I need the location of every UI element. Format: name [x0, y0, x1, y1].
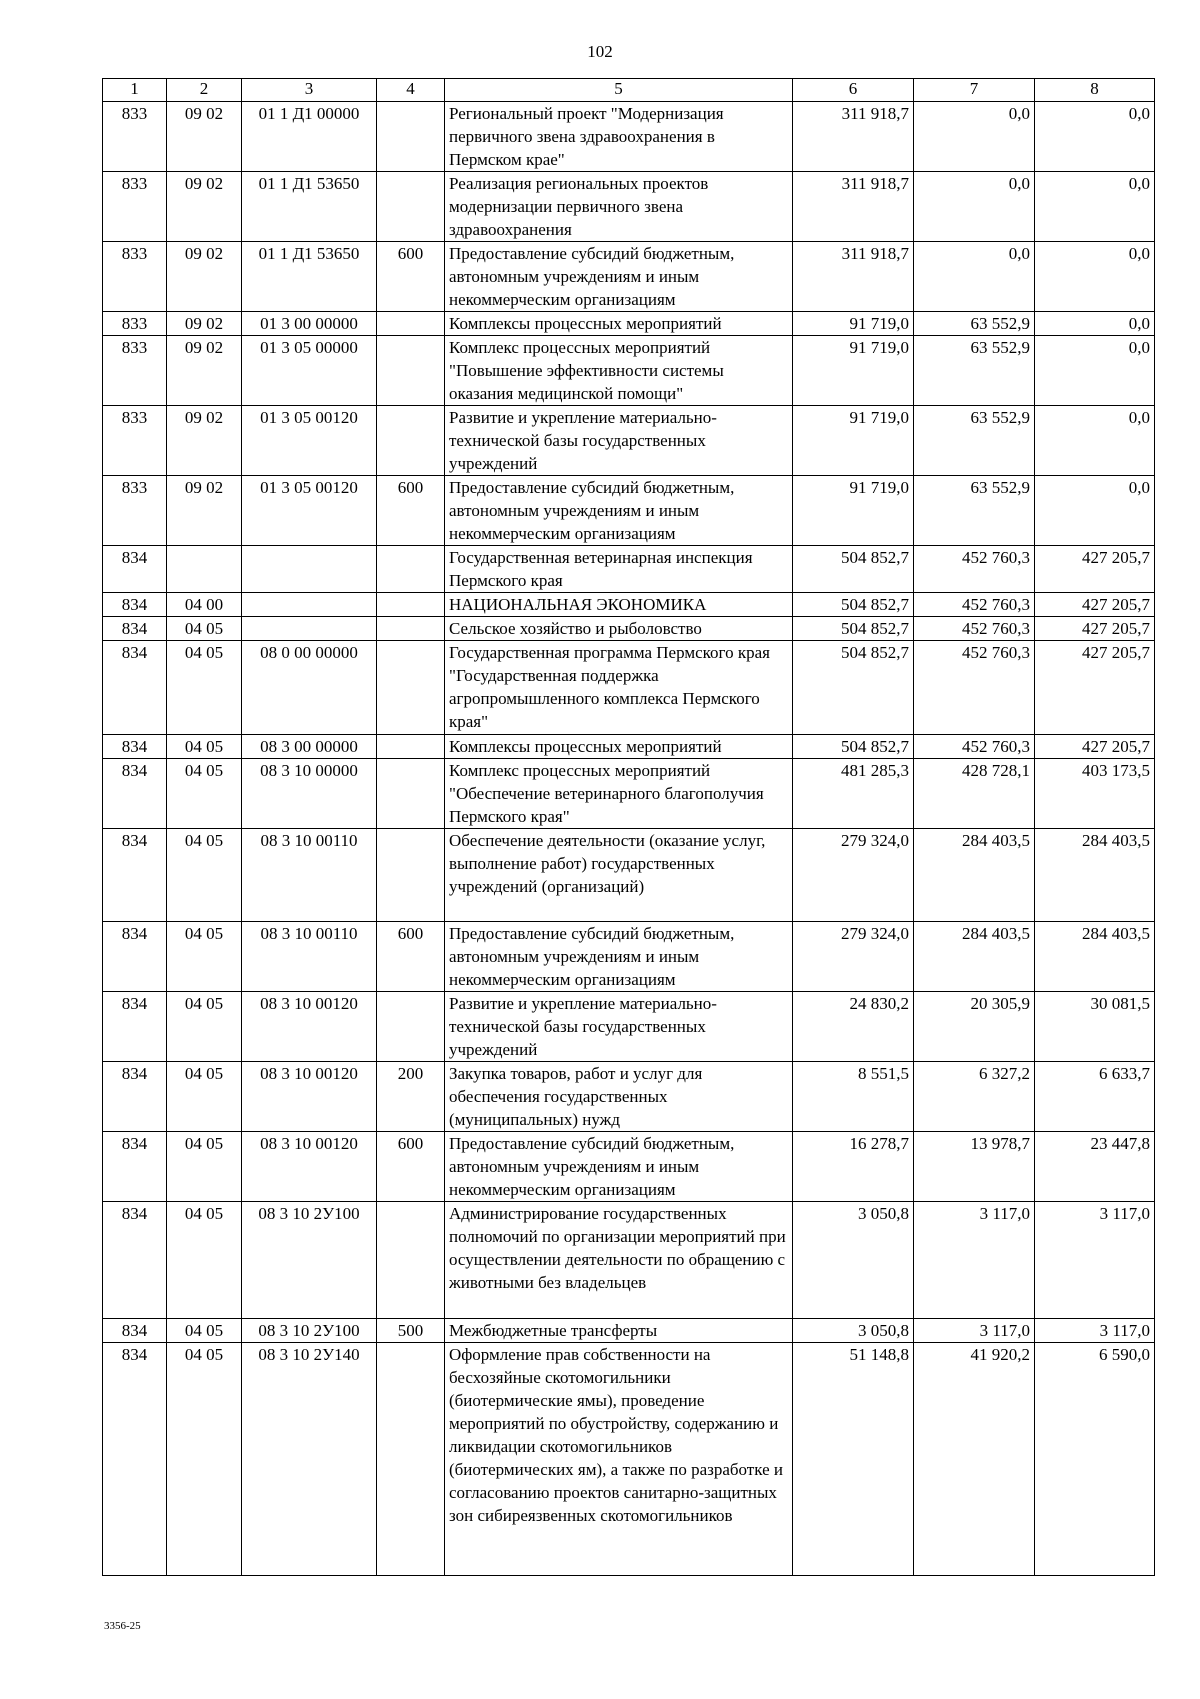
cell-amount-1: 24 830,2	[793, 992, 914, 1062]
cell-amount-1: 481 285,3	[793, 759, 914, 829]
cell-name: Администрирование государственных полномочий по организации мероприятий при осуществлении деятельности по обращению с животными без владельцев	[445, 1202, 793, 1319]
cell-target-article: 01 3 05 00000	[242, 336, 377, 406]
column-header-article: 3	[242, 79, 377, 102]
table-row	[103, 1343, 1155, 1576]
cell-target-article: 08 3 10 00000	[242, 759, 377, 829]
cell-amount-2: 63 552,9	[914, 406, 1035, 476]
cell-name: Межбюджетные трансферты	[445, 1319, 793, 1343]
cell-admin-code: 834	[103, 1062, 167, 1132]
cell-amount-1: 504 852,7	[793, 593, 914, 617]
table-row	[103, 1062, 1155, 1132]
cell-admin-code: 834	[103, 1343, 167, 1576]
cell-target-article: 01 3 05 00120	[242, 476, 377, 546]
cell-amount-2: 63 552,9	[914, 312, 1035, 336]
cell-name: Предоставление субсидий бюджетным, автономным учреждениям и иным некоммерческим организациям	[445, 922, 793, 992]
cell-name: Комплексы процессных мероприятий	[445, 735, 793, 759]
cell-name: Развитие и укрепление материально-технической базы государственных учреждений	[445, 406, 793, 476]
cell-amount-1: 279 324,0	[793, 829, 914, 922]
cell-admin-code: 834	[103, 593, 167, 617]
cell-name: Комплекс процессных мероприятий "Обеспечение ветеринарного благополучия Пермского края"	[445, 759, 793, 829]
cell-amount-3: 0,0	[1035, 312, 1155, 336]
cell-amount-2: 428 728,1	[914, 759, 1035, 829]
cell-section: 04 05	[167, 641, 242, 735]
table-row	[103, 922, 1155, 992]
cell-target-article: 08 3 10 00120	[242, 1132, 377, 1202]
table-row	[103, 312, 1155, 336]
cell-amount-1: 8 551,5	[793, 1062, 914, 1132]
cell-name: Предоставление субсидий бюджетным, автономным учреждениям и иным некоммерческим организациям	[445, 476, 793, 546]
cell-name: Сельское хозяйство и рыболовство	[445, 617, 793, 641]
budget-table	[102, 78, 1155, 1576]
cell-amount-1: 279 324,0	[793, 922, 914, 992]
cell-amount-1: 311 918,7	[793, 172, 914, 242]
cell-target-article: 01 3 00 00000	[242, 312, 377, 336]
cell-section: 09 02	[167, 172, 242, 242]
cell-target-article: 08 0 00 00000	[242, 641, 377, 735]
table-row	[103, 336, 1155, 406]
cell-name: Региональный проект "Модернизация первичного звена здравоохранения в Пермском крае"	[445, 102, 793, 172]
cell-admin-code: 834	[103, 641, 167, 735]
cell-admin-code: 834	[103, 759, 167, 829]
table-row	[103, 1132, 1155, 1202]
table-row	[103, 759, 1155, 829]
cell-section: 04 05	[167, 992, 242, 1062]
cell-expense-type	[377, 593, 445, 617]
cell-section: 04 05	[167, 1062, 242, 1132]
column-header-amount-2: 7	[914, 79, 1035, 102]
table-row	[103, 641, 1155, 735]
cell-amount-2: 0,0	[914, 102, 1035, 172]
cell-section: 04 05	[167, 829, 242, 922]
cell-amount-2: 3 117,0	[914, 1202, 1035, 1319]
cell-admin-code: 833	[103, 476, 167, 546]
cell-amount-3: 427 205,7	[1035, 546, 1155, 593]
cell-name: Предоставление субсидий бюджетным, автономным учреждениям и иным некоммерческим организациям	[445, 242, 793, 312]
cell-amount-3: 23 447,8	[1035, 1132, 1155, 1202]
cell-name: Оформление прав собственности на бесхозяйные скотомогильники (биотермические ямы), проведение мероприятий по обустройству, содержанию и ликвидации скотомогильников (биотермических ям), а также по разработке и согласованию проектов санитарно-защитных зон сибиреязвенных скотомогильников	[445, 1343, 793, 1576]
cell-amount-2: 452 760,3	[914, 735, 1035, 759]
table-body	[103, 102, 1155, 1576]
cell-name: Обеспечение деятельности (оказание услуг, выполнение работ) государственных учреждений (организаций)	[445, 829, 793, 922]
cell-admin-code: 833	[103, 172, 167, 242]
cell-expense-type	[377, 1343, 445, 1576]
cell-amount-2: 452 760,3	[914, 641, 1035, 735]
cell-expense-type	[377, 312, 445, 336]
cell-amount-2: 3 117,0	[914, 1319, 1035, 1343]
cell-amount-3: 403 173,5	[1035, 759, 1155, 829]
cell-amount-1: 91 719,0	[793, 312, 914, 336]
cell-section: 09 02	[167, 336, 242, 406]
cell-admin-code: 834	[103, 546, 167, 593]
table-row	[103, 617, 1155, 641]
cell-amount-1: 16 278,7	[793, 1132, 914, 1202]
cell-target-article: 08 3 10 2У100	[242, 1319, 377, 1343]
cell-expense-type	[377, 617, 445, 641]
cell-expense-type	[377, 992, 445, 1062]
cell-amount-1: 91 719,0	[793, 336, 914, 406]
cell-expense-type: 200	[377, 1062, 445, 1132]
cell-expense-type	[377, 102, 445, 172]
table-row	[103, 172, 1155, 242]
table-row	[103, 735, 1155, 759]
cell-section: 04 05	[167, 1319, 242, 1343]
cell-name: Предоставление субсидий бюджетным, автономным учреждениям и иным некоммерческим организациям	[445, 1132, 793, 1202]
cell-amount-1: 311 918,7	[793, 102, 914, 172]
column-header-amount-3: 8	[1035, 79, 1155, 102]
cell-name: Государственная программа Пермского края "Государственная поддержка агропромышленного комплекса Пермского края"	[445, 641, 793, 735]
table-row	[103, 1319, 1155, 1343]
cell-target-article	[242, 546, 377, 593]
cell-amount-2: 20 305,9	[914, 992, 1035, 1062]
cell-target-article: 08 3 10 00120	[242, 992, 377, 1062]
cell-expense-type: 600	[377, 922, 445, 992]
cell-expense-type	[377, 735, 445, 759]
cell-expense-type	[377, 759, 445, 829]
table-row	[103, 829, 1155, 922]
table-row	[103, 406, 1155, 476]
cell-admin-code: 833	[103, 242, 167, 312]
cell-admin-code: 833	[103, 336, 167, 406]
cell-amount-2: 6 327,2	[914, 1062, 1035, 1132]
cell-name: Комплекс процессных мероприятий "Повышение эффективности системы оказания медицинской помощи"	[445, 336, 793, 406]
cell-amount-3: 427 205,7	[1035, 593, 1155, 617]
cell-admin-code: 834	[103, 992, 167, 1062]
cell-amount-3: 0,0	[1035, 476, 1155, 546]
document-code: 3356-25	[104, 1620, 141, 1632]
table-row	[103, 102, 1155, 172]
cell-section: 04 05	[167, 759, 242, 829]
cell-amount-1: 504 852,7	[793, 617, 914, 641]
cell-amount-2: 41 920,2	[914, 1343, 1035, 1576]
cell-amount-3: 427 205,7	[1035, 617, 1155, 641]
column-header-section: 2	[167, 79, 242, 102]
table-row	[103, 593, 1155, 617]
table-row	[103, 242, 1155, 312]
cell-section: 09 02	[167, 102, 242, 172]
cell-admin-code: 834	[103, 617, 167, 641]
cell-amount-2: 452 760,3	[914, 546, 1035, 593]
cell-target-article: 08 3 00 00000	[242, 735, 377, 759]
cell-target-article: 08 3 10 00120	[242, 1062, 377, 1132]
cell-section: 09 02	[167, 406, 242, 476]
cell-section: 04 05	[167, 1343, 242, 1576]
cell-amount-3: 427 205,7	[1035, 735, 1155, 759]
table-row	[103, 992, 1155, 1062]
cell-amount-1: 91 719,0	[793, 476, 914, 546]
cell-name: НАЦИОНАЛЬНАЯ ЭКОНОМИКА	[445, 593, 793, 617]
cell-section: 09 02	[167, 312, 242, 336]
cell-admin-code: 834	[103, 1202, 167, 1319]
cell-amount-3: 6 633,7	[1035, 1062, 1155, 1132]
cell-name: Развитие и укрепление материально-технической базы государственных учреждений	[445, 992, 793, 1062]
cell-expense-type: 600	[377, 1132, 445, 1202]
cell-expense-type	[377, 336, 445, 406]
cell-section: 04 05	[167, 1202, 242, 1319]
cell-section: 04 05	[167, 922, 242, 992]
cell-target-article: 01 1 Д1 53650	[242, 172, 377, 242]
cell-amount-1: 3 050,8	[793, 1319, 914, 1343]
cell-expense-type	[377, 546, 445, 593]
cell-amount-1: 504 852,7	[793, 546, 914, 593]
cell-expense-type	[377, 406, 445, 476]
column-header-expense-type: 4	[377, 79, 445, 102]
cell-amount-2: 13 978,7	[914, 1132, 1035, 1202]
cell-expense-type	[377, 172, 445, 242]
cell-admin-code: 833	[103, 406, 167, 476]
cell-expense-type: 500	[377, 1319, 445, 1343]
cell-target-article: 01 1 Д1 00000	[242, 102, 377, 172]
cell-amount-3: 6 590,0	[1035, 1343, 1155, 1576]
cell-target-article: 08 3 10 00110	[242, 922, 377, 992]
header-row	[103, 79, 1155, 102]
cell-target-article: 08 3 10 2У100	[242, 1202, 377, 1319]
cell-amount-2: 452 760,3	[914, 617, 1035, 641]
cell-admin-code: 833	[103, 312, 167, 336]
cell-target-article: 08 3 10 00110	[242, 829, 377, 922]
cell-amount-3: 3 117,0	[1035, 1319, 1155, 1343]
cell-amount-2: 63 552,9	[914, 476, 1035, 546]
cell-section: 09 02	[167, 476, 242, 546]
cell-amount-2: 452 760,3	[914, 593, 1035, 617]
cell-target-article	[242, 593, 377, 617]
cell-amount-1: 311 918,7	[793, 242, 914, 312]
cell-admin-code: 834	[103, 1132, 167, 1202]
cell-expense-type	[377, 641, 445, 735]
table-row	[103, 546, 1155, 593]
cell-name: Закупка товаров, работ и услуг для обеспечения государственных (муниципальных) нужд	[445, 1062, 793, 1132]
cell-amount-2: 63 552,9	[914, 336, 1035, 406]
cell-admin-code: 833	[103, 102, 167, 172]
page-number: 102	[587, 42, 613, 61]
cell-admin-code: 834	[103, 735, 167, 759]
cell-target-article: 08 3 10 2У140	[242, 1343, 377, 1576]
cell-amount-3: 30 081,5	[1035, 992, 1155, 1062]
cell-expense-type: 600	[377, 476, 445, 546]
cell-expense-type	[377, 829, 445, 922]
cell-name: Государственная ветеринарная инспекция Пермского края	[445, 546, 793, 593]
column-header-admin: 1	[103, 79, 167, 102]
column-header-amount-1: 6	[793, 79, 914, 102]
cell-admin-code: 834	[103, 922, 167, 992]
cell-name: Комплексы процессных мероприятий	[445, 312, 793, 336]
cell-amount-1: 3 050,8	[793, 1202, 914, 1319]
cell-section: 04 00	[167, 593, 242, 617]
cell-admin-code: 834	[103, 1319, 167, 1343]
cell-amount-3: 3 117,0	[1035, 1202, 1155, 1319]
cell-target-article	[242, 617, 377, 641]
cell-amount-2: 0,0	[914, 172, 1035, 242]
cell-amount-3: 0,0	[1035, 102, 1155, 172]
cell-amount-3: 0,0	[1035, 172, 1155, 242]
cell-amount-3: 427 205,7	[1035, 641, 1155, 735]
cell-amount-3: 0,0	[1035, 336, 1155, 406]
cell-section: 09 02	[167, 242, 242, 312]
cell-amount-1: 51 148,8	[793, 1343, 914, 1576]
cell-amount-3: 284 403,5	[1035, 829, 1155, 922]
cell-expense-type: 600	[377, 242, 445, 312]
cell-target-article: 01 1 Д1 53650	[242, 242, 377, 312]
cell-name: Реализация региональных проектов модернизации первичного звена здравоохранения	[445, 172, 793, 242]
cell-amount-2: 284 403,5	[914, 922, 1035, 992]
cell-amount-1: 504 852,7	[793, 735, 914, 759]
column-header-name: 5	[445, 79, 793, 102]
cell-expense-type	[377, 1202, 445, 1319]
cell-section: 04 05	[167, 617, 242, 641]
cell-amount-2: 0,0	[914, 242, 1035, 312]
cell-admin-code: 834	[103, 829, 167, 922]
cell-amount-2: 284 403,5	[914, 829, 1035, 922]
cell-amount-3: 284 403,5	[1035, 922, 1155, 992]
cell-amount-1: 91 719,0	[793, 406, 914, 476]
cell-amount-3: 0,0	[1035, 242, 1155, 312]
cell-section: 04 05	[167, 735, 242, 759]
table-row	[103, 1202, 1155, 1319]
cell-section	[167, 546, 242, 593]
table-row	[103, 476, 1155, 546]
cell-target-article: 01 3 05 00120	[242, 406, 377, 476]
cell-section: 04 05	[167, 1132, 242, 1202]
cell-amount-1: 504 852,7	[793, 641, 914, 735]
cell-amount-3: 0,0	[1035, 406, 1155, 476]
